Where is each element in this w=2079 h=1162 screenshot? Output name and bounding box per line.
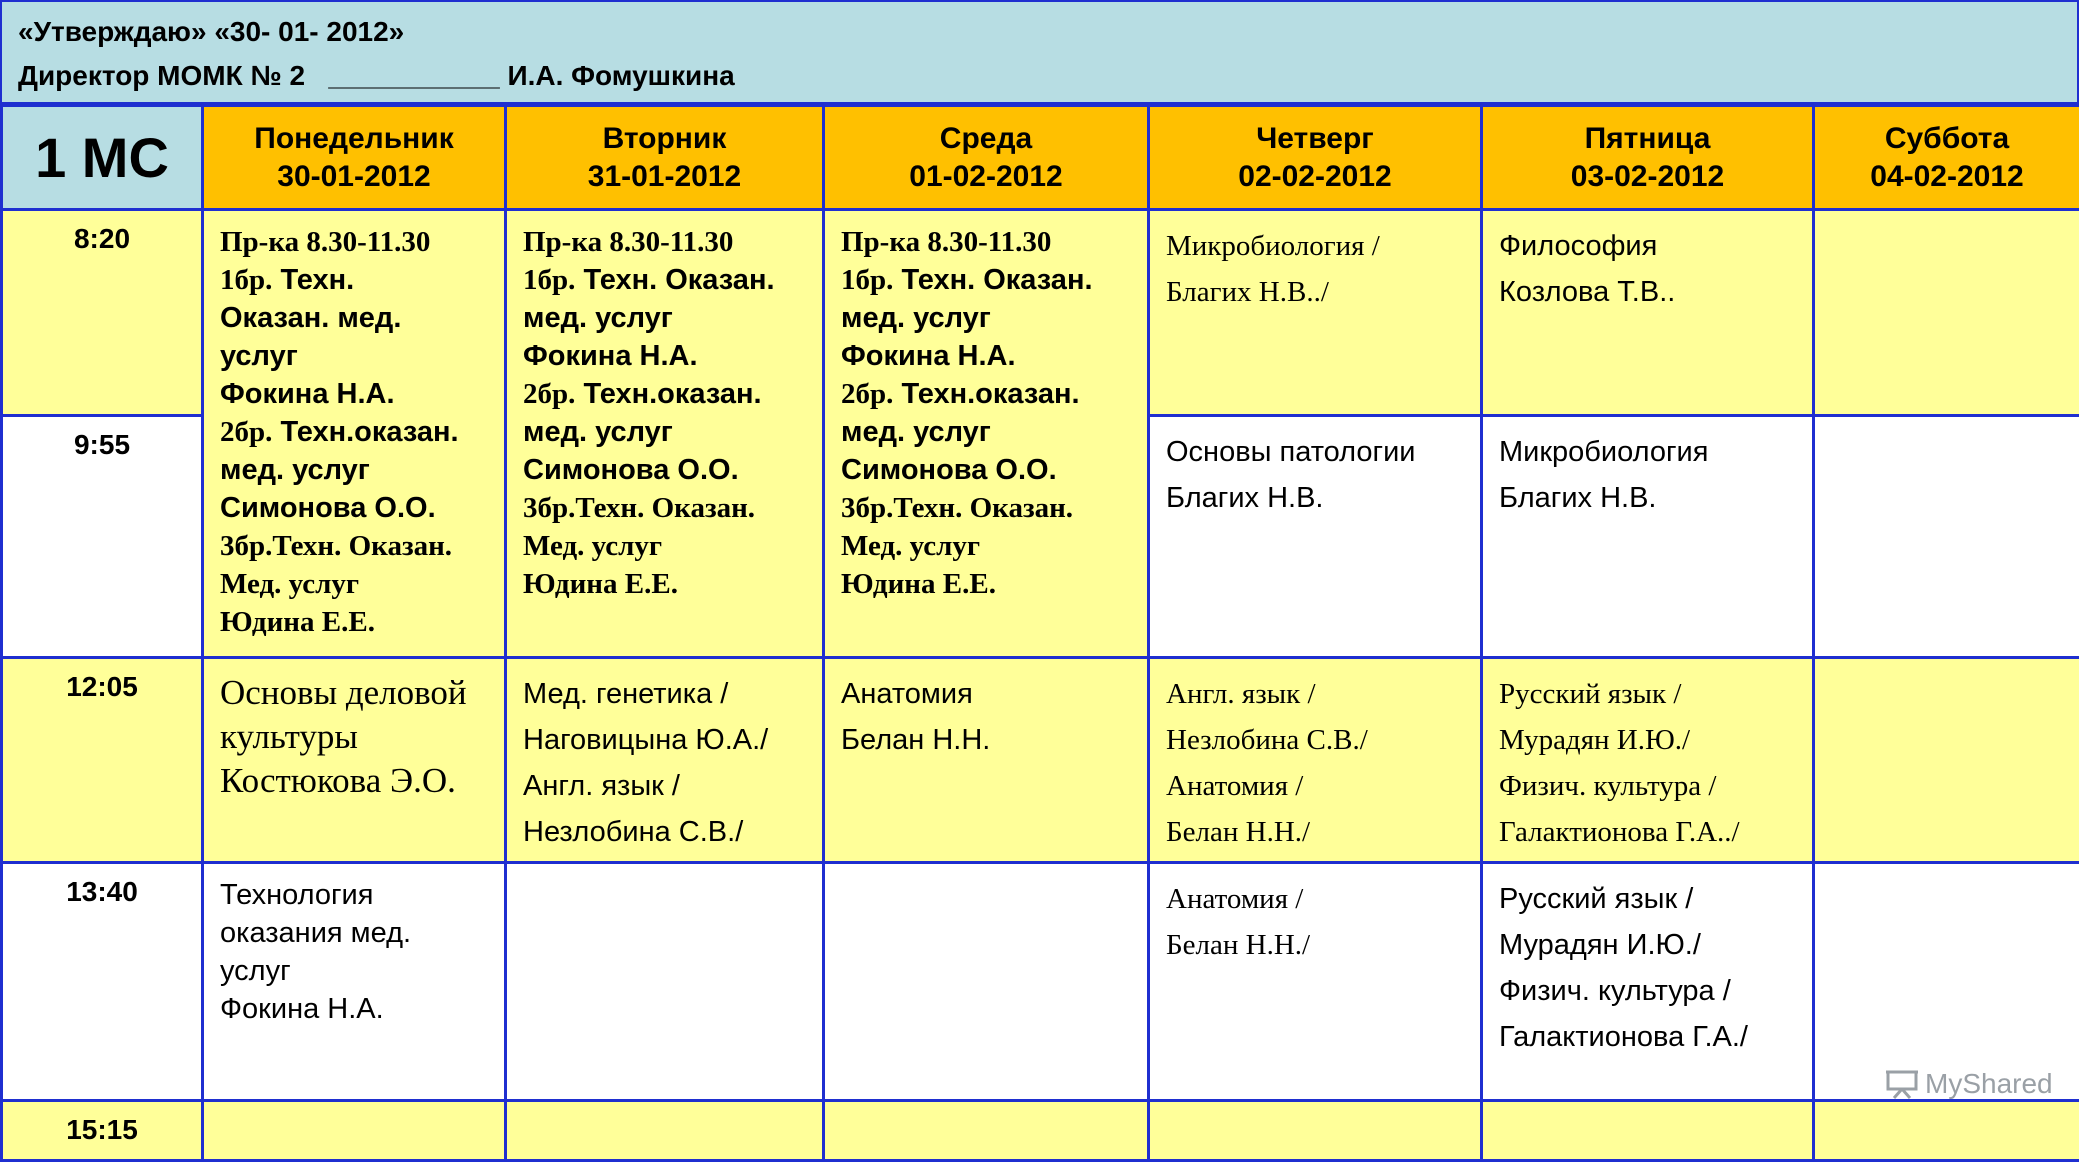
empty-cell	[1814, 658, 2079, 863]
empty-cell	[1149, 1101, 1482, 1161]
empty-cell	[1814, 863, 2079, 1101]
lesson-cell: Основы деловой культуры Костюкова Э.О.	[203, 658, 506, 863]
day-header-thursday: Четверг 02-02-2012	[1149, 106, 1482, 210]
practice-cell-wednesday: Пр-ка 8.30-11.30 1бр. Техн. Оказан. мед. услуг Фокина Н.А. 2бр. Техн.оказан. мед. услуг Симонова О.О. 3бр.Техн. Оказан. Мед. услуг Юдина Е.Е.	[824, 210, 1149, 658]
presentation-icon	[1885, 1069, 1919, 1099]
empty-cell	[824, 1101, 1149, 1161]
table-header-row	[2, 106, 2079, 210]
practice-cell-tuesday: Пр-ка 8.30-11.30 1бр. Техн. Оказан. мед. услуг Фокина Н.А. 2бр. Техн.оказан. мед. услуг Симонова О.О. 3бр.Техн. Оказан. Мед. услуг Юдина Е.Е.	[506, 210, 824, 658]
day-header-saturday: Суббота 04-02-2012	[1814, 106, 2079, 210]
time-cell: 15:15	[2, 1101, 203, 1161]
practice-cell-monday: Пр-ка 8.30-11.30 1бр. Техн. Оказан. мед. услуг Фокина Н.А. 2бр. Техн.оказан. мед. услуг Симонова О.О. 3бр.Техн. Оказан. Мед. услуг Юдина Е.Е.	[203, 210, 506, 658]
day-header-tuesday: Вторник 31-01-2012	[506, 106, 824, 210]
approval-header	[0, 0, 2079, 104]
lesson-cell: Микробиология Благих Н.В.	[1482, 416, 1814, 658]
time-cell: 13:40	[2, 863, 203, 1101]
empty-cell	[1814, 416, 2079, 658]
approval-line: «Утверждаю» «30- 01- 2012»	[18, 16, 404, 48]
lesson-cell: Русский язык / Мурадян И.Ю./ Физич. культура / Галактионова Г.А../	[1482, 658, 1814, 863]
time-cell: 8:20	[2, 210, 203, 416]
lesson-cell: Русский язык / Мурадян И.Ю./ Физич. культура / Галактионова Г.А./	[1482, 863, 1814, 1101]
table-row	[2, 863, 2079, 1101]
table-row	[2, 210, 2079, 416]
day-header-monday: Понедельник 30-01-2012	[203, 106, 506, 210]
empty-cell	[1814, 210, 2079, 416]
empty-cell	[1482, 1101, 1814, 1161]
lesson-cell: Анатомия / Белан Н.Н./	[1149, 863, 1482, 1101]
lesson-cell: Анатомия Белан Н.Н.	[824, 658, 1149, 863]
day-header-friday: Пятница 03-02-2012	[1482, 106, 1814, 210]
lesson-cell: Философия Козлова Т.В..	[1482, 210, 1814, 416]
table-row	[2, 658, 2079, 863]
time-cell: 9:55	[2, 416, 203, 658]
watermark	[1885, 1068, 2053, 1100]
lesson-cell: Технология оказания мед. услуг Фокина Н.А.	[203, 863, 506, 1101]
group-name: 1 МС	[2, 106, 203, 210]
empty-cell	[506, 1101, 824, 1161]
time-cell: 12:05	[2, 658, 203, 863]
lesson-cell: Микробиология / Благих Н.В../	[1149, 210, 1482, 416]
lesson-cell: Англ. язык / Незлобина С.В./ Анатомия / Белан Н.Н./	[1149, 658, 1482, 863]
director-line: Директор МОМК № 2 ___________ И.А. Фомушкина	[18, 60, 735, 92]
empty-cell	[1814, 1101, 2079, 1161]
lesson-cell: Мед. генетика / Наговицына Ю.А./ Англ. язык / Незлобина С.В./	[506, 658, 824, 863]
watermark-text: MyShared	[1925, 1068, 2053, 1100]
day-header-wednesday: Среда 01-02-2012	[824, 106, 1149, 210]
lesson-cell: Основы патологии Благих Н.В.	[1149, 416, 1482, 658]
empty-cell	[203, 1101, 506, 1161]
schedule-table	[0, 104, 2079, 1162]
empty-cell	[506, 863, 824, 1101]
empty-cell	[824, 863, 1149, 1101]
table-row	[2, 1101, 2079, 1161]
